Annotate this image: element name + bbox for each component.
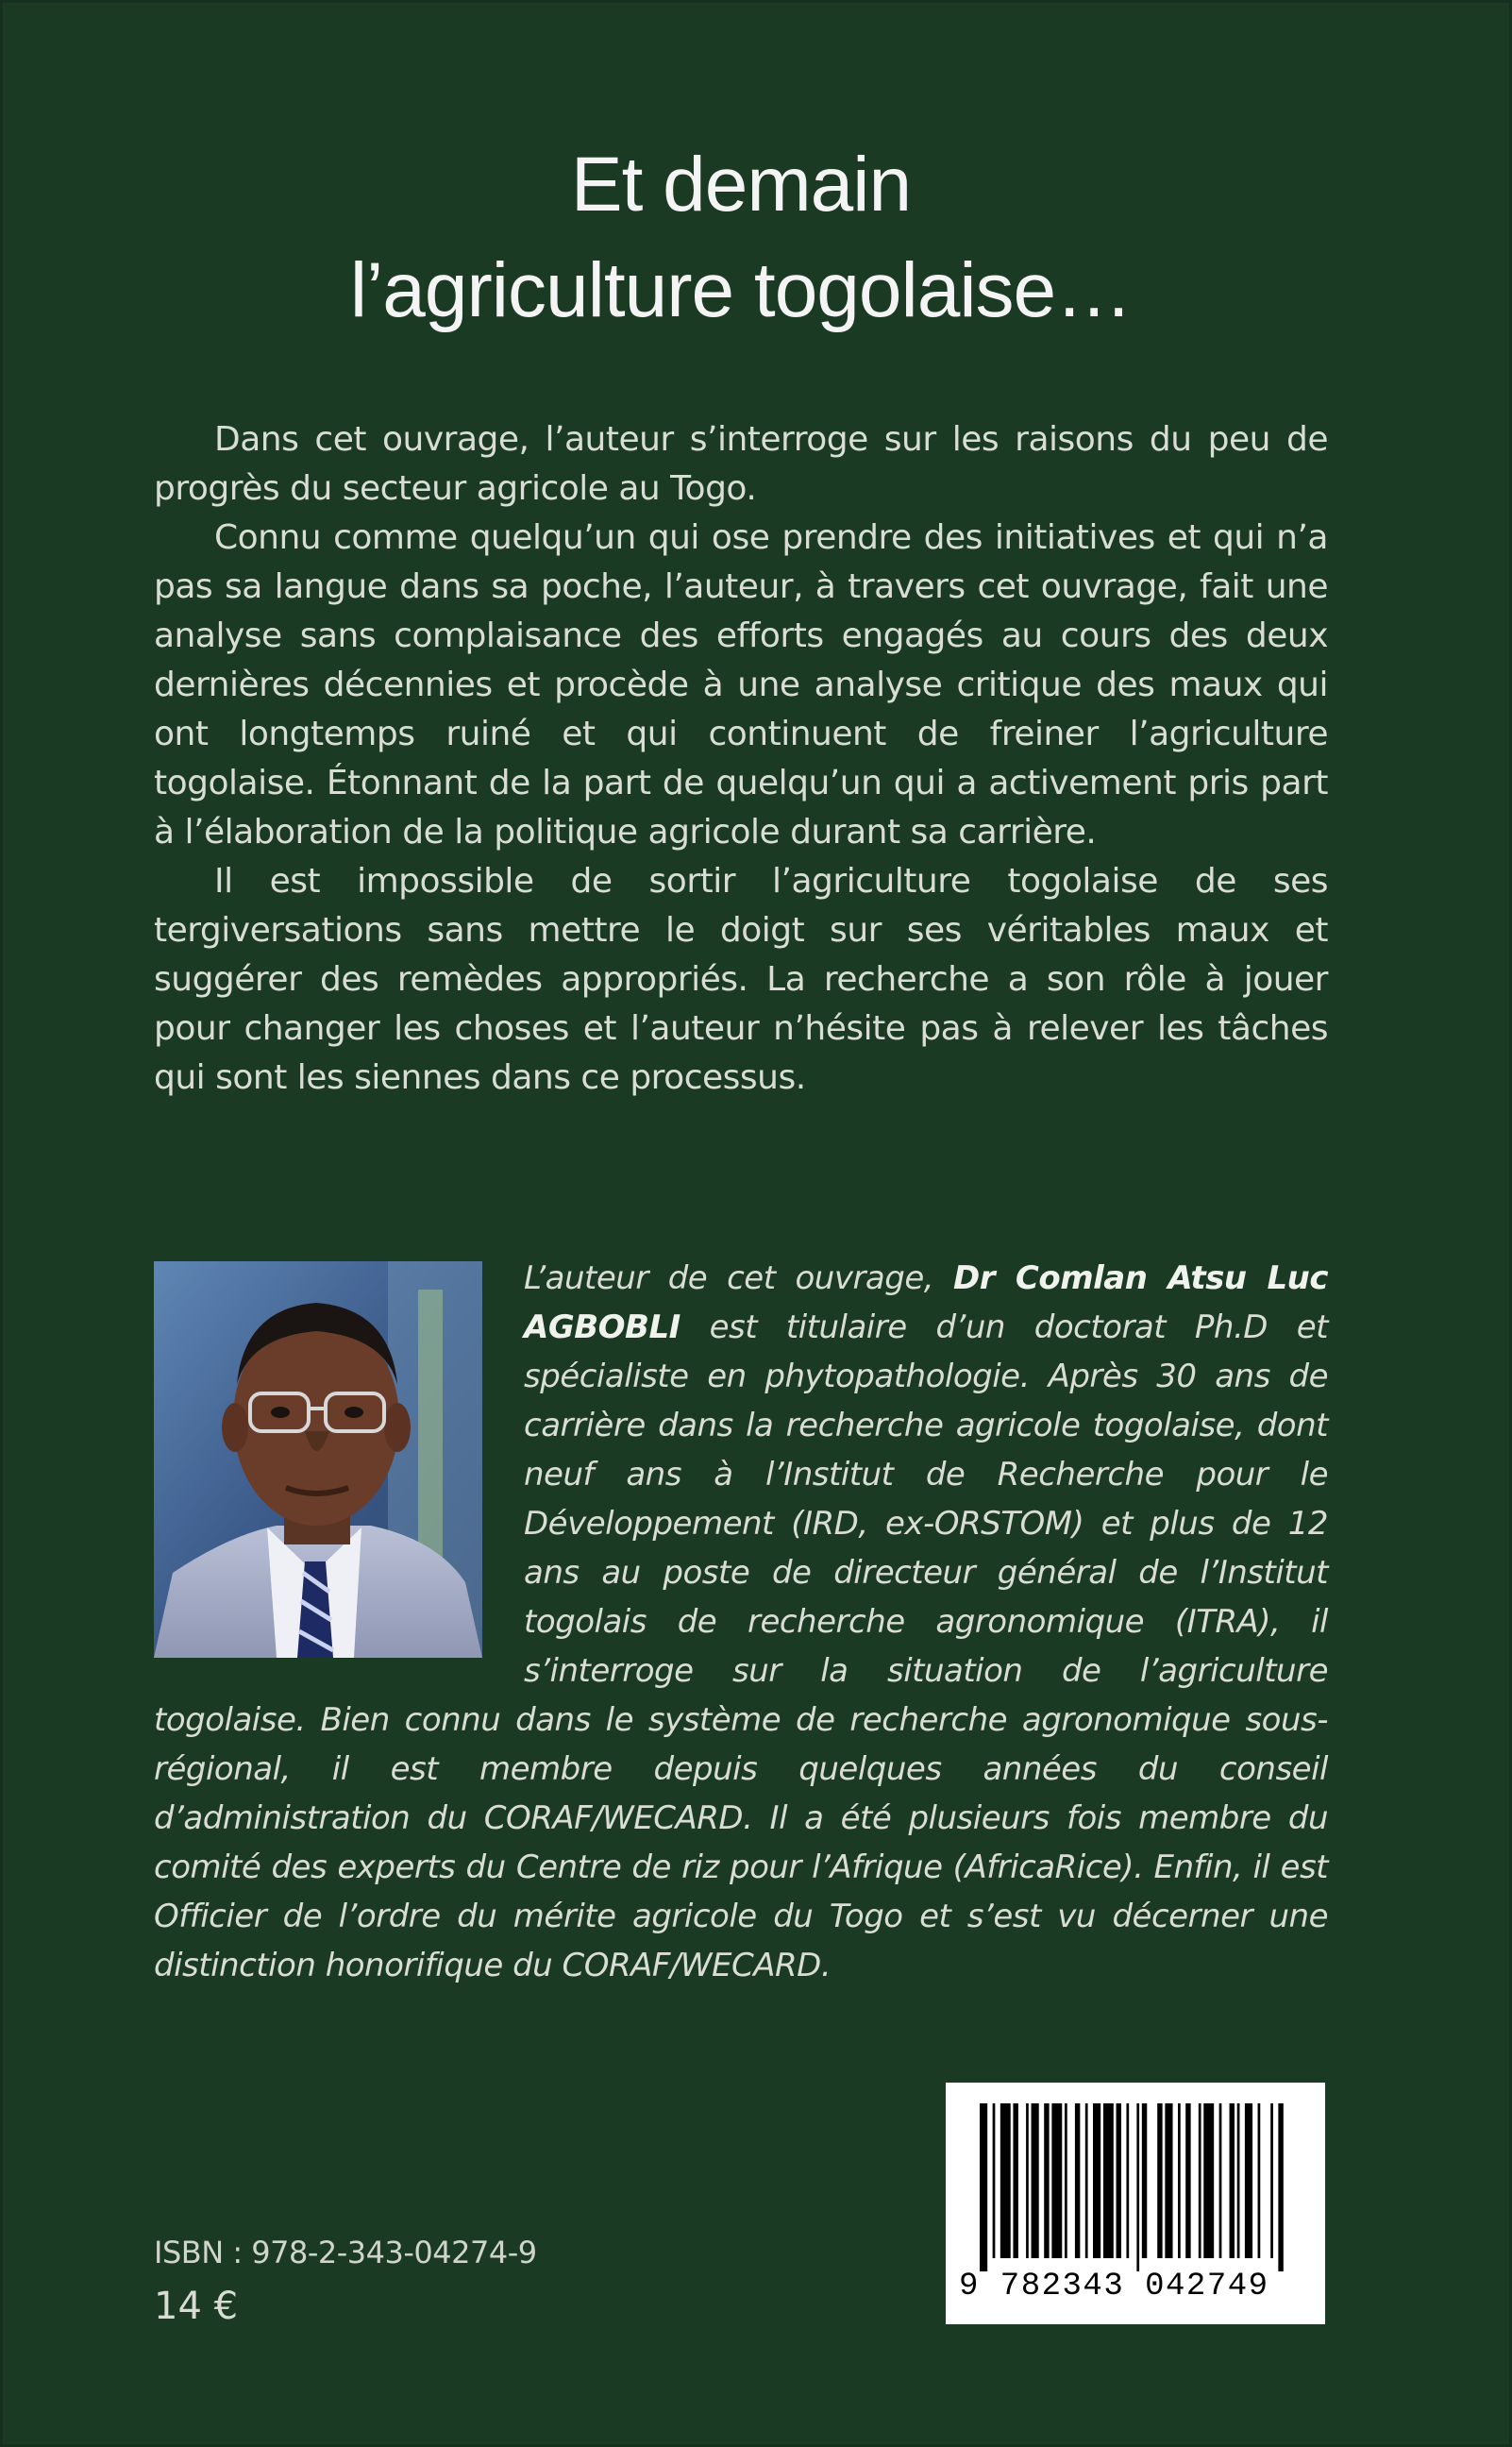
barcode-bar [1026,2103,1029,2258]
barcode-bar [1051,2103,1062,2258]
barcode-bar [1230,2103,1235,2258]
barcode-bar [1185,2103,1190,2258]
barcode-bar [1093,2103,1100,2258]
barcode-bar [1013,2103,1017,2258]
barcode-bar [1258,2103,1261,2258]
summary-paragraph-1: Dans cet ouvrage, l’auteur s’interroge sur les raisons du peu de progrès du secteur agricole au Togo. [154,420,1328,508]
summary-paragraph-3: Il est impossible de sortir l’agriculture togolaise de ses tergiversations sans mettre le doigt sur ses véritables maux et suggérer des remèdes appropriés. La recherche a son rôle à jouer pour changer les choses et l’auteur n’hésite pas à relever les tâches qui sont les siennes dans ce processus. [154,862,1328,1097]
barcode-bar [1203,2103,1214,2258]
title-line-1: Et demain [570,142,912,228]
bio-intro: L’auteur de cet ouvrage, [524,1259,934,1297]
barcode-bar [1165,2103,1172,2258]
author-photo [154,1261,482,1658]
book-title [0,132,1482,344]
barcode-bar [1117,2103,1121,2258]
barcode-bar [1103,2103,1114,2258]
barcode-bar [1178,2103,1181,2258]
barcode-bar [1157,2103,1162,2258]
barcode-bar [1075,2103,1080,2258]
barcode-bar [1032,2103,1039,2258]
barcode-bar [1000,2103,1011,2258]
barcode-bar [1142,2103,1147,2258]
barcode-bar [1044,2103,1049,2258]
barcode-bar [1219,2103,1222,2258]
author-name: Dr Comlan Atsu Luc AGBOBLI [524,1259,1329,1346]
barcode-bar [1199,2103,1201,2258]
barcode [946,2083,1325,2324]
barcode-digits: 9 782343 042749 [959,2269,1269,2304]
barcode-bar [1245,2103,1252,2258]
barcode-bar [993,2103,996,2258]
bio-text: est titulaire d’un doctorat Ph.D et spécialiste en phytopathologie. Après 30 ans de carrière dans la recherche agricole togolaise, dont neuf ans à l’Institut de Recherche pour le Développement (IRD, ex-ORSTOM) et plus de 12 ans au poste de directeur général de l’Institut togolais de recherche agronomique (ITRA), il s’interroge sur la situation de l’agriculture togolaise. Bien connu dans le système de recherche agronomique sous-régional, il est membre depuis quelques années du conseil d’administration du CORAF/WECARD. Il a été plusieurs fois membre du comité des experts du Centre de riz pour l’Afrique (AfricaRice). Enfin, il est Officier de l’ordre du mérite agricole du Togo et s’est vu décerner une distinction honorifique du CORAF/WECARD. [154,1308,1328,1984]
barcode-bar [1126,2103,1129,2258]
barcode-bars [980,2103,1291,2271]
book-summary [154,415,1328,1103]
isbn: ISBN : 978-2-343-04274-9 [154,2235,537,2270]
barcode-bar [1136,2103,1139,2271]
barcode-bar [1085,2103,1088,2258]
price: 14 € [154,2285,239,2328]
barcode-bar [1065,2103,1067,2258]
barcode-bar [1270,2103,1273,2258]
barcode-bar [980,2103,987,2271]
barcode-bar [1237,2103,1240,2258]
title-line-2: l’agriculture togolaise… [349,247,1133,333]
summary-paragraph-2: Connu comme quelqu’un qui ose prendre des initiatives et qui n’a pas sa langue dans sa poche, l’auteur, à travers cet ouvrage, fait une analyse sans complaisance des efforts engagés au cours des deux dernières décennies et procède à une analyse critique des maux qui ont longtemps ruiné et qui continuent de freiner l’agriculture togolaise. Étonnant de la part de quelqu’un qui a activement pris part à l’élaboration de la politique agricole durant sa carrière. [154,518,1328,852]
barcode-bar [1278,2103,1283,2271]
